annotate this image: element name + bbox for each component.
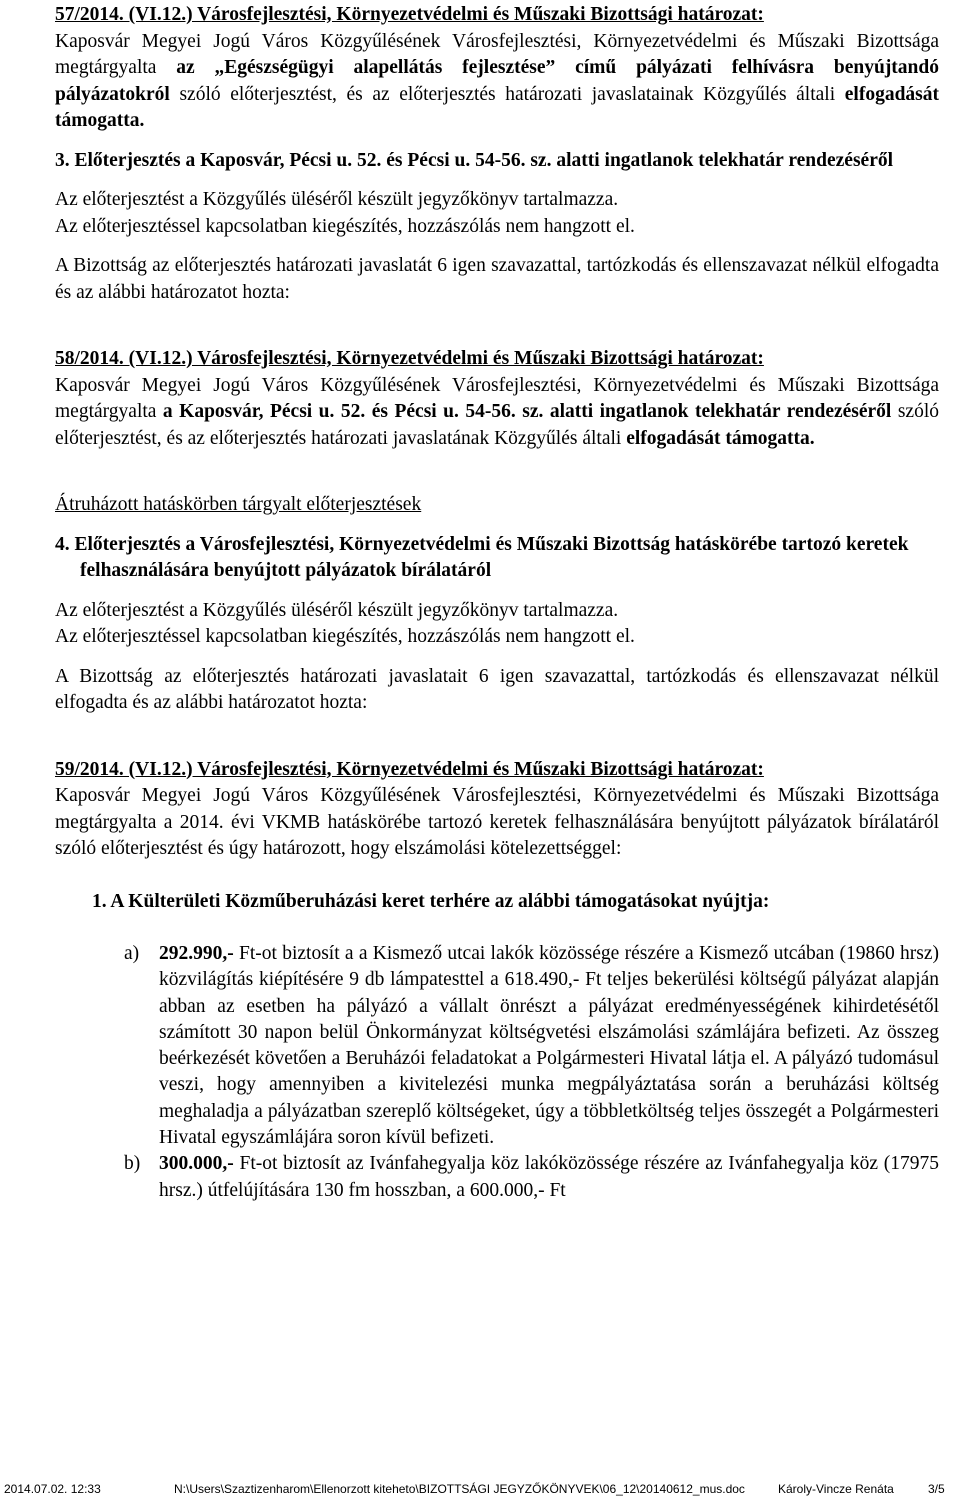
list-item-a-text: Ft-ot biztosít a a Kismező utcai lakók közössége részére a Kismező utcában (19860 hrsz) közvilágítás kiépítésére 9 db lámpatesttel a 618.490,- Ft teljes bekerülési költségű pályázat alapján abban az esetben ha pályázó a vállalt önrészt a pályázat eredményességének kihirdetésétől számított 30 napon belül Önkormányzat költségvetési elszámolási számlájára befizeti. Az összeg beérkezését követően a Beruházói feladatokat a Polgármesteri Hivatal látja el. A pályázó tudomásul veszi, hogy amennyiben a kivitelezési munka megpályáztatása során a beruházási költség meghaladja a pályázatban szereplő költségeket, úgy a többletköltség teljes összegét a Polgármesteri Hivatal egyszámlájára soron kívül befizeti. (159, 943, 939, 1149)
resolution-57-header: 57/2014. (VI.12.) Városfejlesztési, Környezetvédelmi és Műszaki Bizottsági határozat: (55, 4, 764, 25)
page-footer (0, 1478, 960, 1500)
resolution-58-header: 58/2014. (VI.12.) Városfejlesztési, Környezetvédelmi és Műszaki Bizottsági határozat: (55, 348, 764, 369)
resolution-59-body: Kaposvár Megyei Jogú Város Közgyűlésének Városfejlesztési, Környezetvédelmi és Műszaki Bizottsága megtárgyalta a 2014. évi VKMB hatáskörébe tartozó keretek felhasználására benyújtott pályázatok bírálatáról szóló előterjesztést és úgy határozott, hogy elszámolási kötelezettséggel: (55, 785, 939, 859)
footer-page-number: 3/5 (928, 1482, 945, 1496)
resolution-57: 57/2014. (VI.12.) Városfejlesztési, Környezetvédelmi és Műszaki Bizottsági határozat: Kaposvár Megyei Jogú Város Közgyűlésének Városfejlesztési, Környezetvédelmi és Műszaki Bizottsága megtárgyalta az „Egészségügyi alapellátás fejlesztése” című pályázati felhívásra benyújtandó pályázatokról szóló előterjesztést, és az előterjesztés határozati javaslatainak Közgyűlés általi elfogadását támogatta. (55, 4, 939, 131)
document-page (55, 2, 939, 1204)
list-item-a-amount: 292.990,- (159, 943, 234, 964)
list-item-b (124, 1151, 939, 1204)
list-item-b-amount: 300.000,- (159, 1153, 234, 1175)
resolution-59-point-1: 1. A Külterületi Közműberuházási keret terhére az alábbi támogatásokat nyújtja: (92, 890, 770, 912)
list-item-b-text: Ft-ot biztosít az Ivánfahegyalja köz lakóközössége részére az Ivánfahegyalja köz (17975 hrsz.) útfelújítására 130 fm hosszban, a 600.000,- Ft (159, 1153, 939, 1201)
agenda-item-3-minutes-note: Az előterjesztést a Közgyűlés üléséről készült jegyzőkönyv tartalmazza. (55, 189, 619, 210)
agenda-item-3-vote: A Bizottság az előterjesztés határozati javaslatát 6 igen szavazattal, tartózkodás és ellenszavazat nélkül elfogadta és az alábbi határozatot hozta: (55, 255, 939, 303)
agenda-item-3-no-comments: Az előterjesztéssel kapcsolatban kiegészítés, hozzászólás nem hangzott el. (55, 215, 635, 237)
resolution-59 (55, 757, 939, 863)
agenda-item-4-no-comments: Az előterjesztéssel kapcsolatban kiegészítés, hozzászólás nem hangzott el. (55, 626, 635, 647)
agenda-item-4-minutes-note: Az előterjesztést a Közgyűlés üléséről készült jegyzőkönyv tartalmazza. (55, 599, 619, 621)
resolution-59-header: 59/2014. (VI.12.) Városfejlesztési, Környezetvédelmi és Műszaki Bizottsági határozat: (55, 758, 764, 780)
section-title: Átruházott hatáskörben tárgyalt előterjesztések (55, 494, 422, 515)
footer-author: Károly-Vincze Renáta (778, 1482, 894, 1496)
footer-date: 2014.07.02. 12:33 (4, 1482, 101, 1496)
footer-file-path: N:\Users\Szaztizenharom\Ellenorzott kiteheto\BIZOTTSÁGI JEGYZŐKÖNYVEK\06_12\20140612_mus.doc (174, 1482, 745, 1496)
agenda-item-4-vote: A Bizottság az előterjesztés határozati javaslatait 6 igen szavazattal, tartózkodás és ellenszavazat nélkül elfogadta és az alábbi határozatot hozta: (55, 665, 939, 713)
list-item-a-label: a) (124, 943, 140, 964)
list-item-a (124, 941, 939, 1151)
agenda-item-3-title: 3. Előterjesztés a Kaposvár, Pécsi u. 52. és Pécsi u. 54-56. sz. alatti ingatlanok telekhatár rendezéséről (55, 149, 894, 171)
resolution-58: 58/2014. (VI.12.) Városfejlesztési, Környezetvédelmi és Műszaki Bizottsági határozat: Kaposvár Megyei Jogú Város Közgyűlésének Városfejlesztési, Környezetvédelmi és Műszaki Bizottsága megtárgyalta a Kaposvár, Pécsi u. 52. és Pécsi u. 54-56. sz. alatti ingatlanok telekhatár rendezéséről szóló előterjesztést, és az előterjesztés határozati javaslatának Közgyűlés általi elfogadását támogatta. (55, 348, 940, 449)
agenda-item-4-title: 4. Előterjesztés a Városfejlesztési, Környezetvédelmi és Műszaki Bizottság hatáskörébe tartozó keretek felhasználására benyújtott pályázatok bírálatáról (55, 533, 909, 581)
list-item-b-label: b) (124, 1153, 141, 1175)
